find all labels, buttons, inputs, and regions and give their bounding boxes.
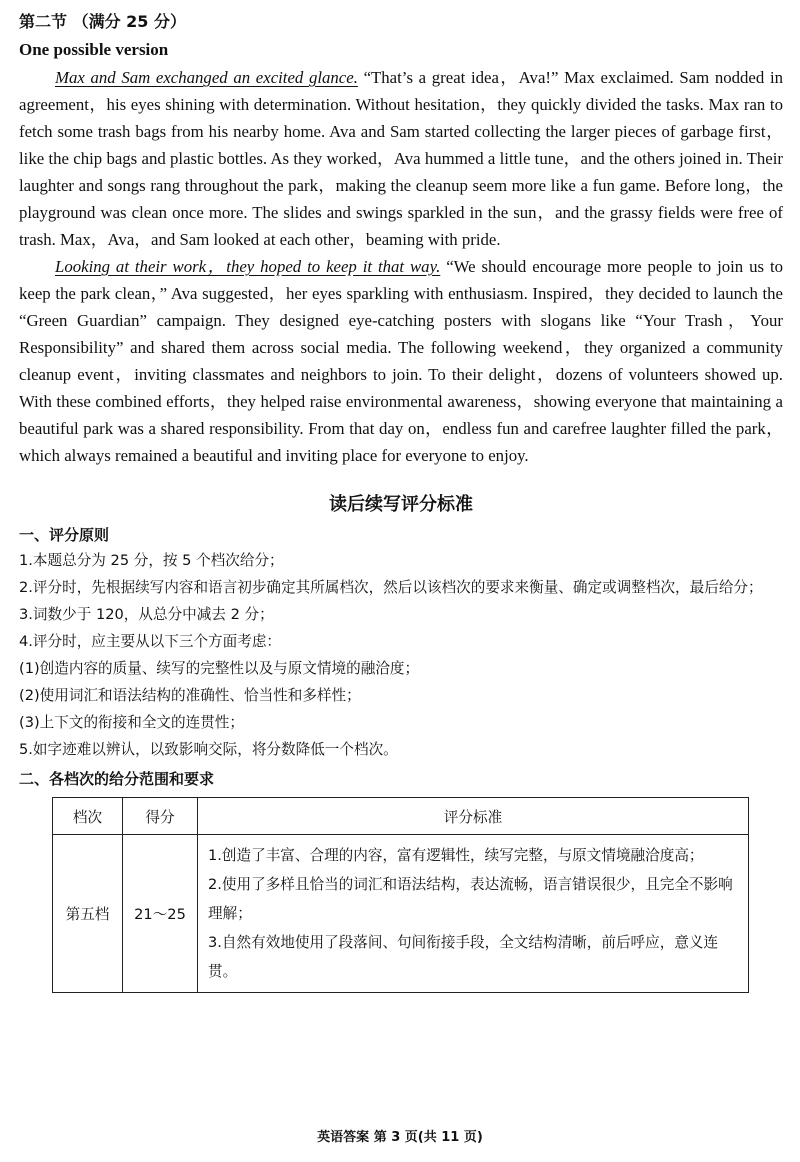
paragraph-2-body: “We should encourage more people to join us to keep the park clean，” Ava suggested，her eyes sparkling with enthusiasm. Inspired，they decided to launch the “Green Guardian” campaign. They designed eye-catching posters with slogans like “Your Trash，Your Responsibility” and shared them across social media. The following weekend，they organized a community cleanup event，inviting classmates and neighbors to join. To their delight，dozens of volunteers showed up. With these combined efforts，they helped raise environmental awareness，showing everyone that maintaining a beautiful park was a shared responsibility. From that day on，endless fun and carefree laughter filled the park，which always remained a beautiful and inviting place for everyone to enjoy. [19,257,783,465]
criteria-item: 2.使用了多样且恰当的词汇和语法结构，表达流畅，语言错误很少，且完全不影响理解； [208,876,733,922]
table-header-row [53,798,749,835]
principle-item: 4.评分时，应主要从以下三个方面考虑： [19,633,282,650]
principle-item: (3)上下文的衔接和全文的连贯性； [19,714,244,731]
principle-item: (1)创造内容的质量、续写的完整性以及与原文情境的融洽度； [19,660,420,677]
principle-item: 5.如字迹难以辨认，以致影响交际，将分数降低一个档次。 [19,741,398,758]
column-header-score: 得分 [123,798,198,835]
principle-item: 2.评分时，先根据续写内容和语言初步确定其所属档次，然后以该档次的要求来衡量、确定或调整档次，最后给分； [19,579,763,596]
criteria-item: 3.自然有效地使用了段落间、句间衔接手段，全文结构清晰，前后呼应，意义连贯。 [208,934,719,980]
rubric-title: 读后续写评分标准 [329,494,473,515]
levels-heading: 二、各档次的给分范围和要求 [19,770,215,788]
essay-paragraph-1 [19,64,783,253]
table-row [53,835,749,993]
principle-item: 3.词数少于 120，从总分中减去 2 分； [19,606,274,623]
column-header-criteria: 评分标准 [198,798,749,835]
column-header-level: 档次 [53,798,123,835]
principle-item: 1.本题总分为 25 分，按 5 个档次给分； [19,552,284,569]
document-page [19,10,783,993]
criteria-item: 1.创造了丰富、合理的内容，富有逻辑性，续写完整，与原文情境融洽度高； [208,847,704,864]
paragraph-2-lead-sentence: Looking at their work，they hoped to keep it that way. [55,257,441,276]
principles-heading: 一、评分原则 [19,526,110,544]
grading-table [52,797,749,993]
paragraph-1-lead-sentence: Max and Sam exchanged an excited glance. [55,68,358,87]
page-footer: 英语答案 第 3 页(共 11 页) [317,1130,483,1145]
version-heading: One possible version [19,40,169,59]
criteria-cell [198,835,749,993]
section-heading: 第二节 （满分 25 分） [19,12,186,31]
level-cell: 第五档 [53,835,123,993]
principles-list [19,547,783,763]
paragraph-1-body: “That’s a great idea，Ava!” Max exclaimed. Sam nodded in agreement，his eyes shining with determination. Without hesitation，they quickly divided the tasks. Max ran to fetch some trash bags from his nearby home. Ava and Sam started collecting the larger pieces of garbage first，like the chip bags and plastic bottles. As they worked，Ava hummed a little tune，and the others joined in. Their laughter and songs rang throughout the park，making the cleanup seem more like a fun game. Before long，the playground was clean once more. The slides and swings sparkled in the sun，and the grassy fields were free of trash. Max，Ava，and Sam looked at each other，beaming with pride. [19,68,783,249]
essay-paragraph-2 [19,253,783,469]
score-cell: 21～25 [123,835,198,993]
principle-item: (2)使用词汇和语法结构的准确性、恰当性和多样性； [19,687,361,704]
